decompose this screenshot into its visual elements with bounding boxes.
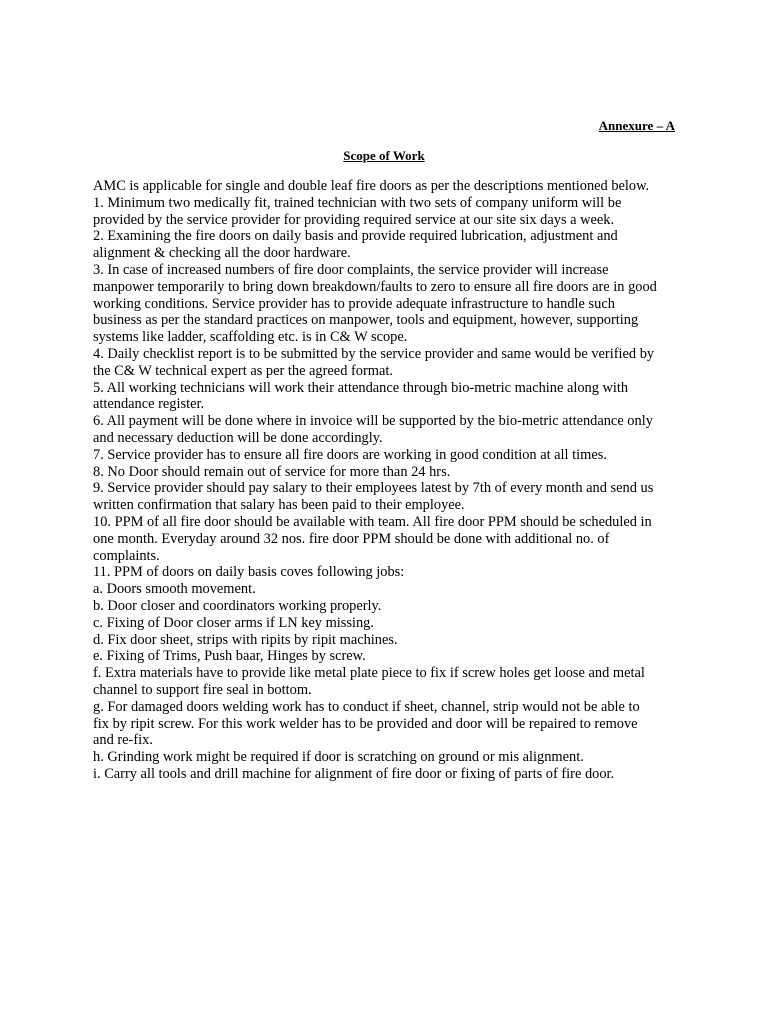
ppm-job-h: h. Grinding work might be required if door is scratching on ground or mis alignment. — [93, 749, 584, 766]
annexure-label: Annexure – A — [598, 118, 675, 133]
ppm-job-i: i. Carry all tools and drill machine for alignment of fire door or fixing of parts of fire door. — [93, 765, 615, 782]
ppm-job-b: b. Door closer and coordinators working properly. — [93, 597, 382, 614]
scope-item-2: 2. Examining the fire doors on daily basis and provide required lubrication, adjustment and alignment & checking all the door hardware. — [93, 228, 618, 262]
scope-item-8: 8. No Door should remain out of service for more than 24 hrs. — [93, 463, 451, 480]
ppm-job-c: c. Fixing of Door closer arms if LN key missing. — [93, 614, 374, 631]
page-title: Scope of Work — [343, 148, 425, 163]
scope-body — [93, 178, 658, 783]
scope-item-10: 10. PPM of all fire door should be available with team. All fire door PPM should be scheduled in one month. Everyday around 32 nos. fire door PPM should be done with additional no. of complaints. — [93, 513, 652, 564]
scope-item-11: 11. PPM of doors on daily basis coves following jobs: — [93, 564, 405, 581]
scope-item-7: 7. Service provider has to ensure all fire doors are working in good condition at all times. — [93, 446, 607, 463]
scope-item-3: 3. In case of increased numbers of fire door complaints, the service provider will increase manpower temporarily to bring down breakdown/faults to zero to ensure all fire doors are in good working conditions. Service provider has to provide adequate infrastructure to handle such business as per the standard practices on manpower, tools and equipment, however, supporting systems like ladder, scaffolding etc. is in C& W scope. — [93, 261, 657, 346]
scope-item-6: 6. All payment will be done where in invoice will be supported by the bio-metric attendance only and necessary deduction will be done accordingly. — [93, 413, 653, 446]
scope-item-1: 1. Minimum two medically fit, trained technician with two sets of company uniform will be provided by the service provider for providing required service at our site six days a week. — [93, 194, 622, 228]
scope-item-5: 5. All working technicians will work their attendance through bio-metric machine along with attendance register. — [93, 379, 629, 413]
ppm-job-a: a. Doors smooth movement. — [93, 581, 256, 598]
ppm-job-g: g. For damaged doors welding work has to conduct if sheet, channel, strip would not be able to fix by ripit screw. For this work welder has to be provided and door will be repaired to remove and re-fix. — [93, 698, 640, 749]
scope-item-4: 4. Daily checklist report is to be submitted by the service provider and same would be verified by the C& W technical expert as per the agreed format. — [93, 345, 655, 379]
ppm-job-e: e. Fixing of Trims, Push baar, Hinges by screw. — [93, 648, 366, 665]
ppm-job-d: d. Fix door sheet, strips with ripits by ripit machines. — [93, 631, 398, 648]
ppm-job-f: f. Extra materials have to provide like metal plate piece to fix if screw holes get loose and metal channel to support fire seal in bottom. — [93, 665, 645, 698]
scope-item-9: 9. Service provider should pay salary to their employees latest by 7th of every month and send us written confirmation that salary has been paid to their employee. — [93, 480, 654, 514]
intro-paragraph: AMC is applicable for single and double leaf fire doors as per the descriptions mentioned below. — [93, 178, 650, 194]
